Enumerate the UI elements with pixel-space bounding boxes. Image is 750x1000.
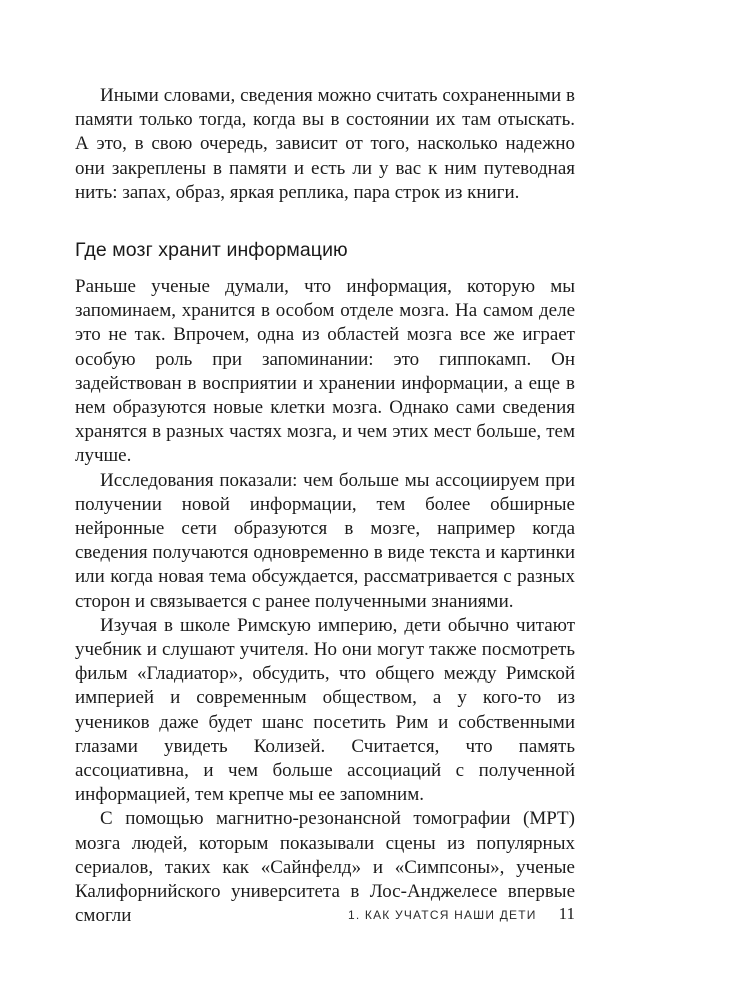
page-number: 11 (558, 904, 575, 923)
section-heading: Где мозг хранит информацию (75, 239, 348, 261)
paragraph: Иными словами, сведения можно считать сохраненными в памяти только тогда, когда вы в состоянии их там отыскать. А это, в свою очередь, зависит от того, насколько надежно они закреплены в памяти и есть ли у вас к ним путеводная нить: запах, образ, яркая реплика, пара строк из книги. (75, 85, 575, 203)
running-head: 1. КАК УЧАТСЯ НАШИ ДЕТИ (347, 908, 537, 922)
paragraph: Исследования показали: чем больше мы ассоциируем при получении новой информации, тем более обширные нейронные сети образуются в мозге, например когда сведения получаются одновременно в виде текста и картинки или когда новая тема обсуждается, рассматривается с разных сторон и связывается с ранее полученными знаниями. (75, 469, 575, 612)
page-footer (75, 904, 575, 924)
paragraph: С помощью магнитно-резонансной томографии (МРТ) мозга людей, которым показывали сцены из популярных сериалов, таких как «Сайнфелд» и «Симпсоны», ученые Калифорнийского университета в Лос-Анджелесе впервые смогли (75, 808, 575, 927)
intro-text-block (75, 84, 575, 205)
paragraph: Раньше ученые думали, что информация, которую мы запоминаем, хранится в особом отделе мозга. На самом деле это не так. Впрочем, одна из областей мозга все же играет особую роль при запоминании: это гиппокамп. Он задействован в восприятии и хранении информации, а еще в нем образуются новые клетки мозга. Однако сами сведения хранятся в разных частях мозга, и чем этих мест больше, тем лучше. (75, 276, 575, 467)
section-body (75, 275, 575, 928)
paragraph: Изучая в школе Римскую империю, дети обычно читают учебник и слушают учителя. Но они могут также посмотреть фильм «Гладиатор», обсудить, что общего между Римской империей и современным обществом, а у кого-то из учеников даже будет шанс посетить Рим и собственными глазами увидеть Колизей. Считается, что память ассоциативна, и чем больше ассоциаций с полученной информацией, тем крепче мы ее запомним. (75, 614, 575, 806)
